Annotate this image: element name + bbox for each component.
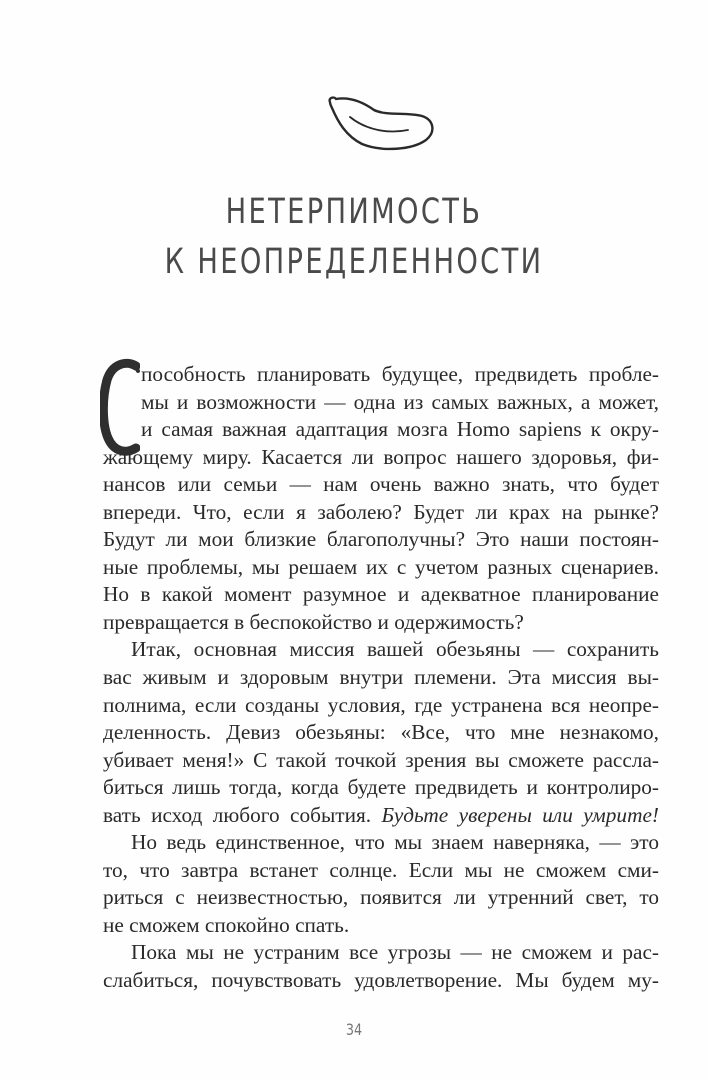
text-line: то, что завтра встанет солнце. Если мы не сможем сми- [103,857,659,882]
text-line: жающему миру. Касается ли вопрос нашего здоровья, фи- [103,444,659,469]
text-line: биться лишь тогда, когда будете предвидеть и контролиро- [103,775,659,800]
text-line: не сможем спокойно спать. [103,912,350,937]
page-number: 34 [345,1020,363,1039]
text-line: Будут ли мои близкие благополучны? Это наши постоян- [103,527,659,552]
text-line: риться с неизвестностью, появится ли утренний свет, то [103,885,659,910]
text-line: пособность планировать будущее, предвидеть пробле- [141,362,659,386]
text-line: полнима, если созданы условия, где устранена вся неопре- [103,692,659,717]
chapter-title-line-2: К НЕОПРЕДЕЛЕННОСТИ [164,242,544,282]
text-line: и самая важная адаптация мозга Homo sapiens к окру- [141,417,659,442]
text-line: слабиться, почувствовать удовлетворение. Мы будем му- [103,968,659,993]
text-line: Пока мы не устраним все угрозы — не сможем и рас- [131,940,659,965]
text-line: Но в какой момент разумное и адекватное планирование [103,582,659,607]
text-line: впереди. Что, если я заболею? Будет ли крах на рынке? [103,499,659,524]
text-line: Итак, основная миссия вашей обезьяны — сохранить [131,637,659,662]
text-plain: вать исход любого события. [103,802,382,827]
chapter-title-line-1: НЕТЕРПИМОСТЬ [225,192,483,232]
text-line: деленность. Девиз обезьяны: «Все, что мне незнакомо, [103,720,659,745]
text-line: превращается в беспокойство и одержимость? [103,609,524,634]
text-line [103,802,659,830]
banana-drawing-icon [326,92,438,154]
text-line: мы и возможности — одна из самых важных, а может, [141,389,659,414]
body-text [103,361,659,995]
text-line: ные проблемы, мы решаем их с учетом разных сценариев. [103,554,659,579]
text-line: нансов или семьи — нам очень важно знать, что будет [103,472,659,497]
text-line: убивает меня!» С такой точкой зрения вы сможете рассла- [103,747,659,772]
emphasis-text: Будьте уверены или умрите! [381,802,659,827]
text-line: Но ведь единственное, что мы знаем наверняка, — это [131,830,659,855]
text-line: вас живым и здоровым внутри племени. Эта миссия вы- [103,665,659,690]
